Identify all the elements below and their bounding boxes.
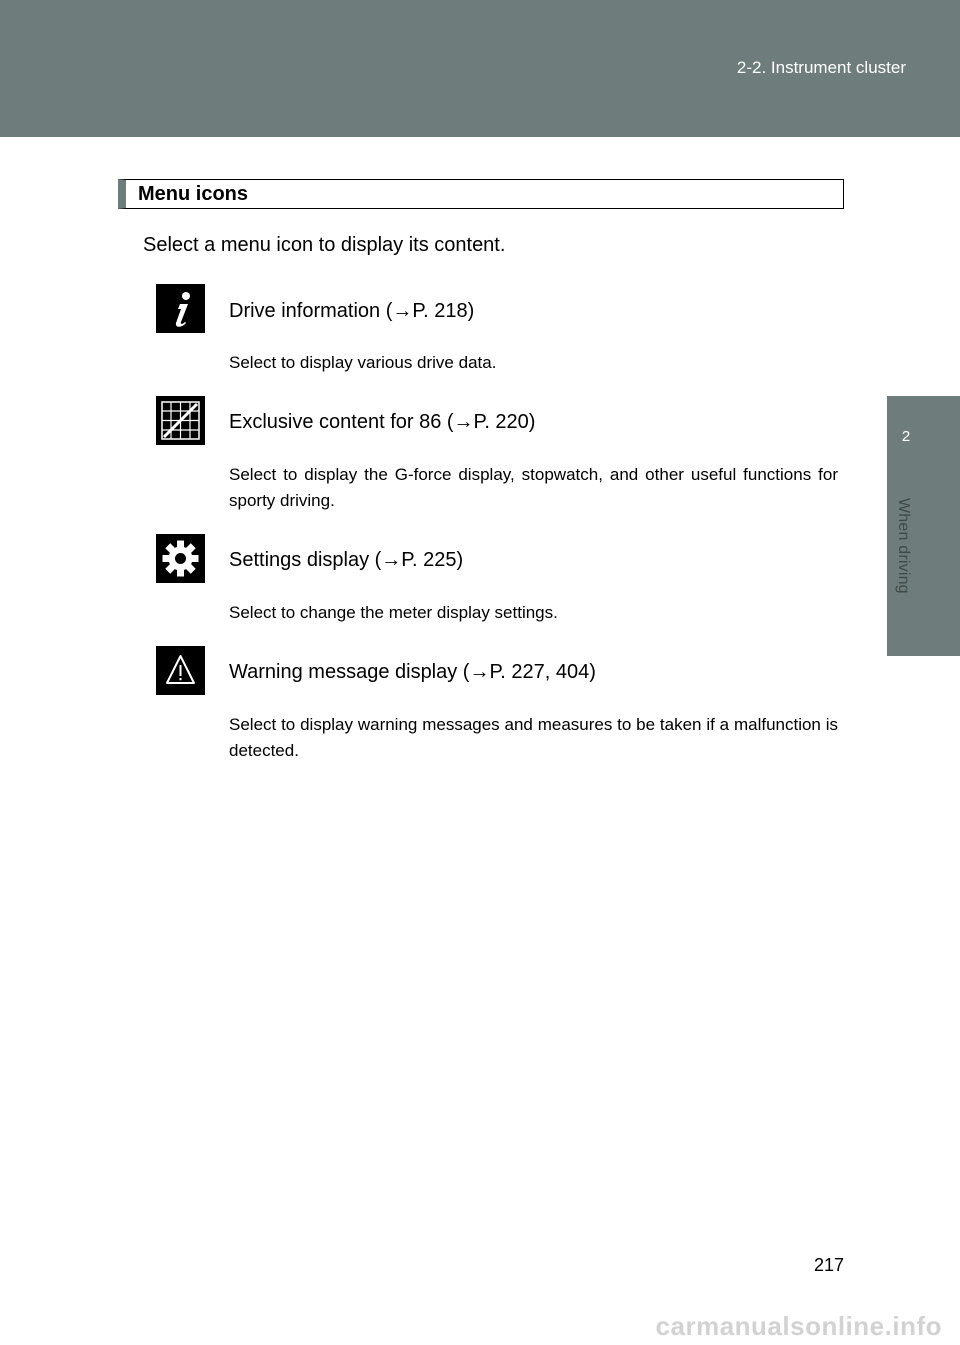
intro-text: Select a menu icon to display its content. (143, 234, 506, 256)
item-title-drive-information: Drive information (→P. 218) (229, 300, 475, 322)
gear-icon (156, 534, 205, 583)
section-heading-box (118, 179, 844, 209)
item-title-warning-message-display: Warning message display (→P. 227, 404) (229, 661, 596, 683)
warning-icon (156, 646, 205, 695)
info-icon (156, 284, 205, 333)
site-watermark: carmanualsonline.info (655, 1311, 942, 1341)
chapter-number: 2 (901, 428, 911, 445)
page-number: 217 (814, 1255, 845, 1275)
chapter-label: When driving (895, 498, 912, 594)
item-desc-drive-information: Select to display various drive data. (229, 353, 497, 372)
item-desc-exclusive-content: Select to display the G-force display, stopwatch, and other useful functions for sporty driving. (229, 465, 838, 510)
item-title-settings-display: Settings display (→P. 225) (229, 549, 464, 571)
item-title-exclusive-content: Exclusive content for 86 (→P. 220) (229, 411, 536, 433)
item-desc-warning-message-display: Select to display warning messages and measures to be taken if a malfunction is detected. (229, 715, 838, 760)
item-desc-settings-display: Select to change the meter display settings. (229, 603, 558, 622)
grid-graph-icon (156, 396, 205, 445)
header-section-title: 2-2. Instrument cluster (736, 58, 906, 77)
page-header (0, 0, 960, 137)
section-title: Menu icons (138, 183, 249, 205)
